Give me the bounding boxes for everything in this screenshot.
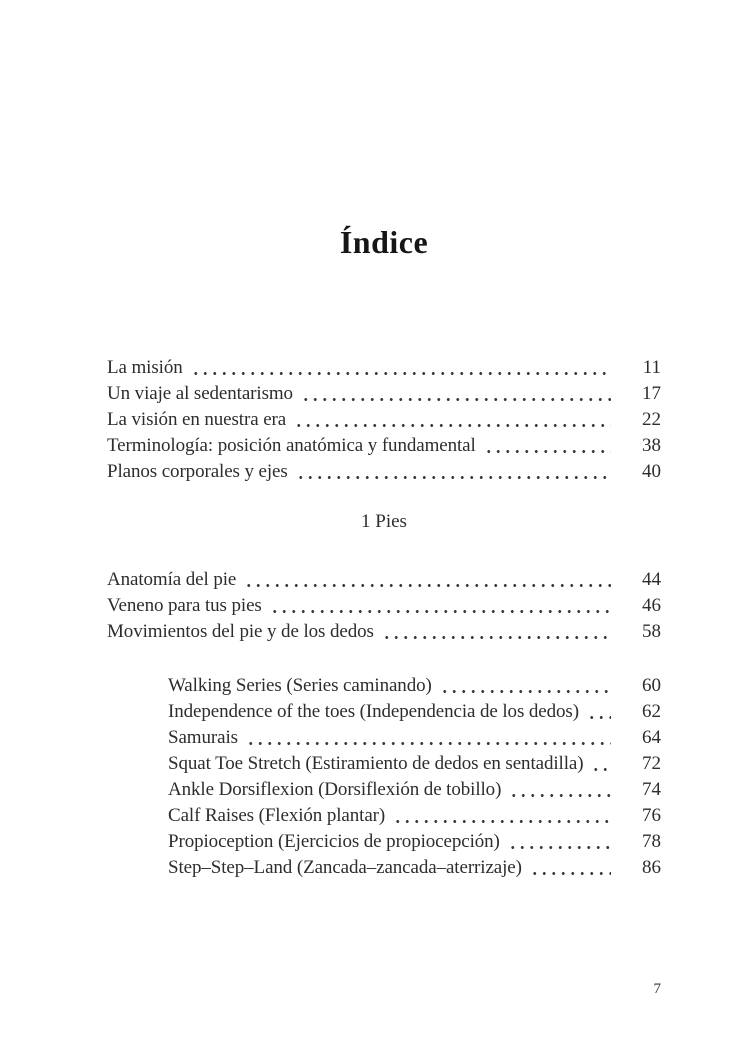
toc-entry-page: 62 — [642, 701, 661, 722]
toc-entry — [107, 381, 661, 407]
leader-dots — [509, 794, 611, 797]
leader-dots — [530, 872, 611, 875]
toc-entry-page: 72 — [642, 753, 661, 774]
toc-entry — [168, 829, 661, 855]
leader-dots — [294, 424, 611, 427]
toc-entry-label: Veneno para tus pies — [107, 595, 262, 616]
leader-dots — [587, 716, 611, 719]
toc-entry — [168, 803, 661, 829]
toc-entry-page: 74 — [642, 779, 661, 800]
toc-entry-label: Step–Step–Land (Zancada–zancada–aterrizaje) — [168, 857, 522, 878]
toc-entry-page: 44 — [642, 569, 661, 590]
toc-entry-label: Anatomía del pie — [107, 569, 237, 590]
leader-dots — [270, 610, 611, 613]
toc-entry-label: Calf Raises (Flexión plantar) — [168, 805, 386, 826]
toc-entry-page: 78 — [642, 831, 661, 852]
toc-entry — [168, 699, 661, 725]
leader-dots — [484, 450, 611, 453]
toc-entry — [107, 567, 661, 593]
toc-entry-page: 76 — [642, 805, 661, 826]
leader-dots — [382, 636, 611, 639]
toc-entry — [168, 751, 661, 777]
leader-dots — [508, 846, 611, 849]
toc-entry-page: 40 — [642, 461, 661, 482]
chapter-heading: 1 Pies — [361, 511, 407, 532]
toc-entry-label: Samurais — [168, 727, 238, 748]
leader-dots — [301, 398, 611, 401]
toc-entry-page: 17 — [642, 383, 661, 404]
leader-dots — [246, 742, 611, 745]
leader-dots — [393, 820, 611, 823]
toc-entry-page: 58 — [642, 621, 661, 642]
toc-entry-label: Movimientos del pie y de los dedos — [107, 621, 374, 642]
toc-entry — [107, 619, 661, 645]
toc-entry-label: Propioception (Ejercicios de propiocepción) — [168, 831, 500, 852]
toc-entry — [168, 725, 661, 751]
toc-content — [107, 0, 661, 1060]
toc-entry-label: Squat Toe Stretch (Estiramiento de dedos en sentadilla) — [168, 753, 584, 774]
toc-entry — [107, 593, 661, 619]
toc-entry — [168, 673, 661, 699]
leader-dots — [296, 476, 611, 479]
toc-entry-page: 11 — [642, 357, 661, 378]
toc-entry-label: Walking Series (Series caminando) — [168, 675, 432, 696]
toc-entry-label: Terminología: posición anatómica y fundamental — [107, 435, 476, 456]
toc-entry-label: Ankle Dorsiflexion (Dorsiflexión de tobillo) — [168, 779, 502, 800]
leader-dots — [244, 584, 611, 587]
toc-title: Índice — [339, 224, 429, 260]
toc-entry-page: 22 — [642, 409, 661, 430]
toc-entry-page: 86 — [642, 857, 661, 878]
toc-entry — [107, 355, 661, 381]
toc-entry-label: La misión — [107, 357, 183, 378]
leader-dots — [440, 690, 611, 693]
toc-exercise-block — [168, 673, 661, 881]
page-number-folio: 7 — [653, 981, 661, 997]
toc-entry-page: 46 — [642, 595, 661, 616]
toc-entry — [168, 777, 661, 803]
toc-entry — [107, 433, 661, 459]
toc-intro-block — [107, 355, 661, 485]
toc-entry — [168, 855, 661, 881]
toc-entry-page: 38 — [642, 435, 661, 456]
toc-entry-page: 64 — [642, 727, 661, 748]
toc-entry-label: Un viaje al sedentarismo — [107, 383, 293, 404]
leader-dots — [591, 768, 611, 771]
leader-dots — [191, 372, 611, 375]
toc-entry-label: La visión en nuestra era — [107, 409, 287, 430]
toc-entry — [107, 459, 661, 485]
toc-entry — [107, 407, 661, 433]
toc-entry-label: Planos corporales y ejes — [107, 461, 288, 482]
toc-chapter-block — [107, 567, 661, 645]
toc-entry-page: 60 — [642, 675, 661, 696]
toc-entry-label: Independence of the toes (Independencia de los dedos) — [168, 701, 579, 722]
